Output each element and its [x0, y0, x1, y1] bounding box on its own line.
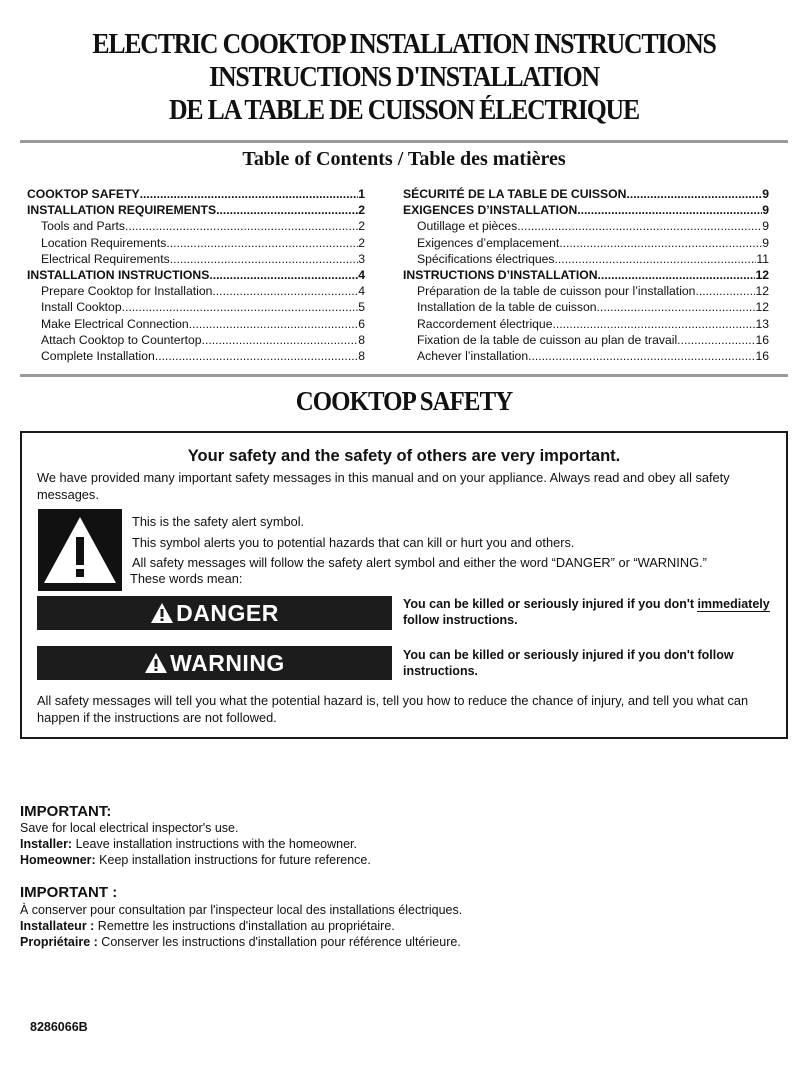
danger-label: DANGER — [176, 599, 279, 626]
toc-entry[interactable] — [403, 348, 769, 364]
toc-entry[interactable] — [403, 332, 769, 348]
danger-alert-icon — [150, 602, 174, 624]
part-number: 8286066B — [30, 1020, 88, 1034]
title-line-2: INSTRUCTIONS D'INSTALLATION — [209, 62, 599, 93]
homeowner-text: Keep installation instructions for future reference. — [95, 853, 371, 867]
toc-entry-label: Electrical Requirements — [41, 251, 170, 266]
toc-entry[interactable] — [403, 251, 769, 267]
toc-entry-page: 9 — [762, 219, 769, 234]
toc-entry-page: 16 — [755, 349, 769, 364]
toc-entry-label: Achever l’installation — [417, 349, 529, 364]
toc-entry[interactable] — [403, 218, 769, 234]
toc-left-column — [27, 186, 365, 364]
toc-divider — [20, 374, 788, 377]
danger-description — [403, 596, 783, 628]
toc-entry-label: Location Requirements — [41, 235, 167, 250]
toc-leader-dots — [528, 348, 755, 364]
toc-entry[interactable] — [27, 316, 365, 332]
warning-bar — [37, 646, 392, 680]
toc-leader-dots — [553, 316, 756, 332]
toc-entry-page: 12 — [755, 268, 769, 283]
toc-leader-dots — [626, 186, 762, 202]
symbol-line-4: These words mean: — [130, 571, 243, 586]
important-en-line-1: Save for local electrical inspector's use. — [20, 821, 239, 835]
toc-entry-page: 16 — [755, 332, 769, 347]
toc-entry[interactable] — [27, 251, 365, 267]
symbol-line-3: All safety messages will follow the safety alert symbol and either the word “DANGER” or “WARNING.” — [132, 555, 707, 570]
toc-entry[interactable] — [403, 267, 769, 283]
toc-entry-label: Spécifications électriques — [417, 251, 555, 266]
toc-entry[interactable] — [403, 235, 769, 251]
toc-leader-dots — [597, 299, 756, 315]
toc-entry-page: 2 — [358, 219, 365, 234]
important-fr-owner — [20, 935, 461, 949]
toc-entry-page: 9 — [762, 187, 769, 201]
important-fr-heading: IMPORTANT : — [20, 884, 118, 901]
toc-leader-dots — [140, 186, 359, 202]
toc-entry[interactable] — [27, 235, 365, 251]
toc-entry-page: 8 — [358, 332, 365, 347]
toc-entry-page: 9 — [762, 235, 769, 250]
toc-entry-page: 4 — [358, 284, 365, 299]
toc-entry-label: INSTALLATION INSTRUCTIONS — [27, 268, 210, 283]
toc-leader-dots — [677, 332, 755, 348]
toc-entry-page: 12 — [755, 300, 769, 315]
installateur-label: Installateur : — [20, 919, 95, 933]
toc-leader-dots — [559, 235, 762, 251]
toc-entry-page: 12 — [755, 284, 769, 299]
toc-leader-dots — [122, 299, 359, 315]
toc-leader-dots — [598, 267, 756, 283]
proprietaire-text: Conserver les instructions d'installation pour référence ultérieure. — [97, 935, 461, 949]
toc-entry-label: Outillage et pièces — [417, 219, 518, 234]
toc-entry-label: EXIGENCES D’INSTALLATION — [403, 203, 578, 218]
symbol-line-1: This is the safety alert symbol. — [132, 514, 305, 529]
toc-entry-page: 9 — [762, 203, 769, 218]
installer-label: Installer: — [20, 837, 73, 851]
toc-entry[interactable] — [27, 299, 365, 315]
toc-leader-dots — [695, 283, 755, 299]
toc-entry-page: 6 — [358, 316, 365, 331]
toc-entry-label: INSTRUCTIONS D’INSTALLATION — [403, 268, 598, 283]
important-fr-line-1: À conserver pour consultation par l'inspecteur local des installations électriques. — [20, 903, 463, 917]
safety-box — [20, 431, 788, 739]
symbol-line-2: This symbol alerts you to potential hazards that can kill or hurt you and others. — [132, 535, 575, 550]
warning-alert-icon — [144, 652, 168, 674]
toc-entry-label: SÉCURITÉ DE LA TABLE DE CUISSON — [403, 187, 627, 201]
toc-entry-page: 5 — [358, 300, 365, 315]
toc-entry-label: INSTALLATION REQUIREMENTS — [27, 203, 217, 218]
toc-heading: Table of Contents / Table des matières — [242, 148, 566, 170]
toc-entry-label: Complete Installation — [41, 349, 155, 364]
toc-entry[interactable] — [403, 316, 769, 332]
toc-entry-label: COOKTOP SAFETY — [27, 187, 140, 201]
toc-entry[interactable] — [27, 332, 365, 348]
toc-entry[interactable] — [403, 186, 769, 202]
toc-entry[interactable] — [27, 218, 365, 234]
toc-entry[interactable] — [27, 267, 365, 283]
important-fr-installer — [20, 919, 395, 933]
proprietaire-label: Propriétaire : — [20, 935, 98, 949]
danger-text-a: You can be killed or seriously injured if you don't — [403, 597, 698, 611]
toc-entry-page: 1 — [358, 187, 365, 201]
toc-leader-dots — [155, 348, 358, 364]
toc-leader-dots — [170, 251, 359, 267]
toc-entry[interactable] — [27, 348, 365, 364]
toc-leader-dots — [202, 332, 359, 348]
title-line-1: ELECTRIC COOKTOP INSTALLATION INSTRUCTIONS — [92, 29, 716, 60]
toc-right-column — [403, 186, 769, 364]
toc-leader-dots — [212, 283, 358, 299]
toc-entry[interactable] — [403, 299, 769, 315]
important-en-heading: IMPORTANT: — [20, 803, 112, 820]
danger-text-emph: immediately — [697, 597, 770, 611]
toc-entry[interactable] — [27, 202, 365, 218]
toc-entry-page: 8 — [358, 349, 365, 364]
toc-leader-dots — [555, 251, 757, 267]
toc-leader-dots — [517, 218, 762, 234]
installateur-text: Remettre les instructions d'installation au propriétaire. — [94, 919, 395, 933]
toc-entry[interactable] — [403, 283, 769, 299]
warning-description: You can be killed or seriously injured if you don't follow instructions. — [403, 648, 734, 678]
toc-leader-dots — [166, 235, 358, 251]
safety-footer: All safety messages will tell you what the potential hazard is, tell you how to reduce the chance of injury, and tell you what can happen if the instructions are not followed. — [37, 693, 749, 725]
danger-text-b: follow instructions. — [403, 613, 518, 627]
section-title: COOKTOP SAFETY — [295, 386, 513, 416]
toc-entry-label: Make Electrical Connection — [41, 316, 189, 331]
warning-triangle-icon — [38, 509, 122, 591]
top-divider — [20, 140, 788, 143]
toc-entry-page: 3 — [358, 251, 365, 266]
danger-bar — [37, 596, 392, 630]
warning-label: WARNING — [170, 649, 285, 676]
safety-headline: Your safety and the safety of others are very important. — [187, 447, 621, 465]
toc-leader-dots — [209, 267, 358, 283]
toc-entry[interactable] — [403, 202, 769, 218]
toc-entry-label: Raccordement électrique — [417, 316, 553, 331]
toc-entry-label: Attach Cooktop to Countertop — [41, 332, 202, 347]
important-en-installer — [20, 837, 357, 851]
toc-entry-page: 2 — [358, 203, 365, 218]
toc-leader-dots — [577, 202, 762, 218]
installer-text: Leave installation instructions with the homeowner. — [72, 837, 357, 851]
safety-intro: We have provided many important safety messages in this manual and on your appliance. Always read and obey all safety messages. — [37, 470, 730, 502]
toc-entry[interactable] — [27, 186, 365, 202]
toc-entry-label: Exigences d’emplacement — [417, 235, 560, 250]
toc-leader-dots — [216, 202, 358, 218]
toc-entry-label: Préparation de la table de cuisson pour l’installation — [417, 284, 696, 299]
title-line-3: DE LA TABLE DE CUISSON ÉLECTRIQUE — [169, 95, 639, 126]
toc-entry-page: 13 — [755, 316, 769, 331]
toc-entry-label: Install Cooktop — [41, 300, 122, 315]
toc-entry-label: Prepare Cooktop for Installation — [41, 284, 213, 299]
toc-entry-page: 4 — [358, 268, 365, 283]
document-title — [0, 28, 808, 127]
toc-entry-label: Installation de la table de cuisson — [417, 300, 597, 315]
toc-entry-page: 11 — [756, 251, 769, 266]
homeowner-label: Homeowner: — [20, 853, 96, 867]
toc-leader-dots — [189, 316, 359, 332]
important-en-homeowner — [20, 853, 371, 867]
toc-entry-page: 2 — [358, 235, 365, 250]
toc-entry-label: Tools and Parts — [41, 219, 126, 234]
toc-leader-dots — [125, 218, 358, 234]
toc-entry[interactable] — [27, 283, 365, 299]
toc-entry-label: Fixation de la table de cuisson au plan de travail — [417, 332, 678, 347]
